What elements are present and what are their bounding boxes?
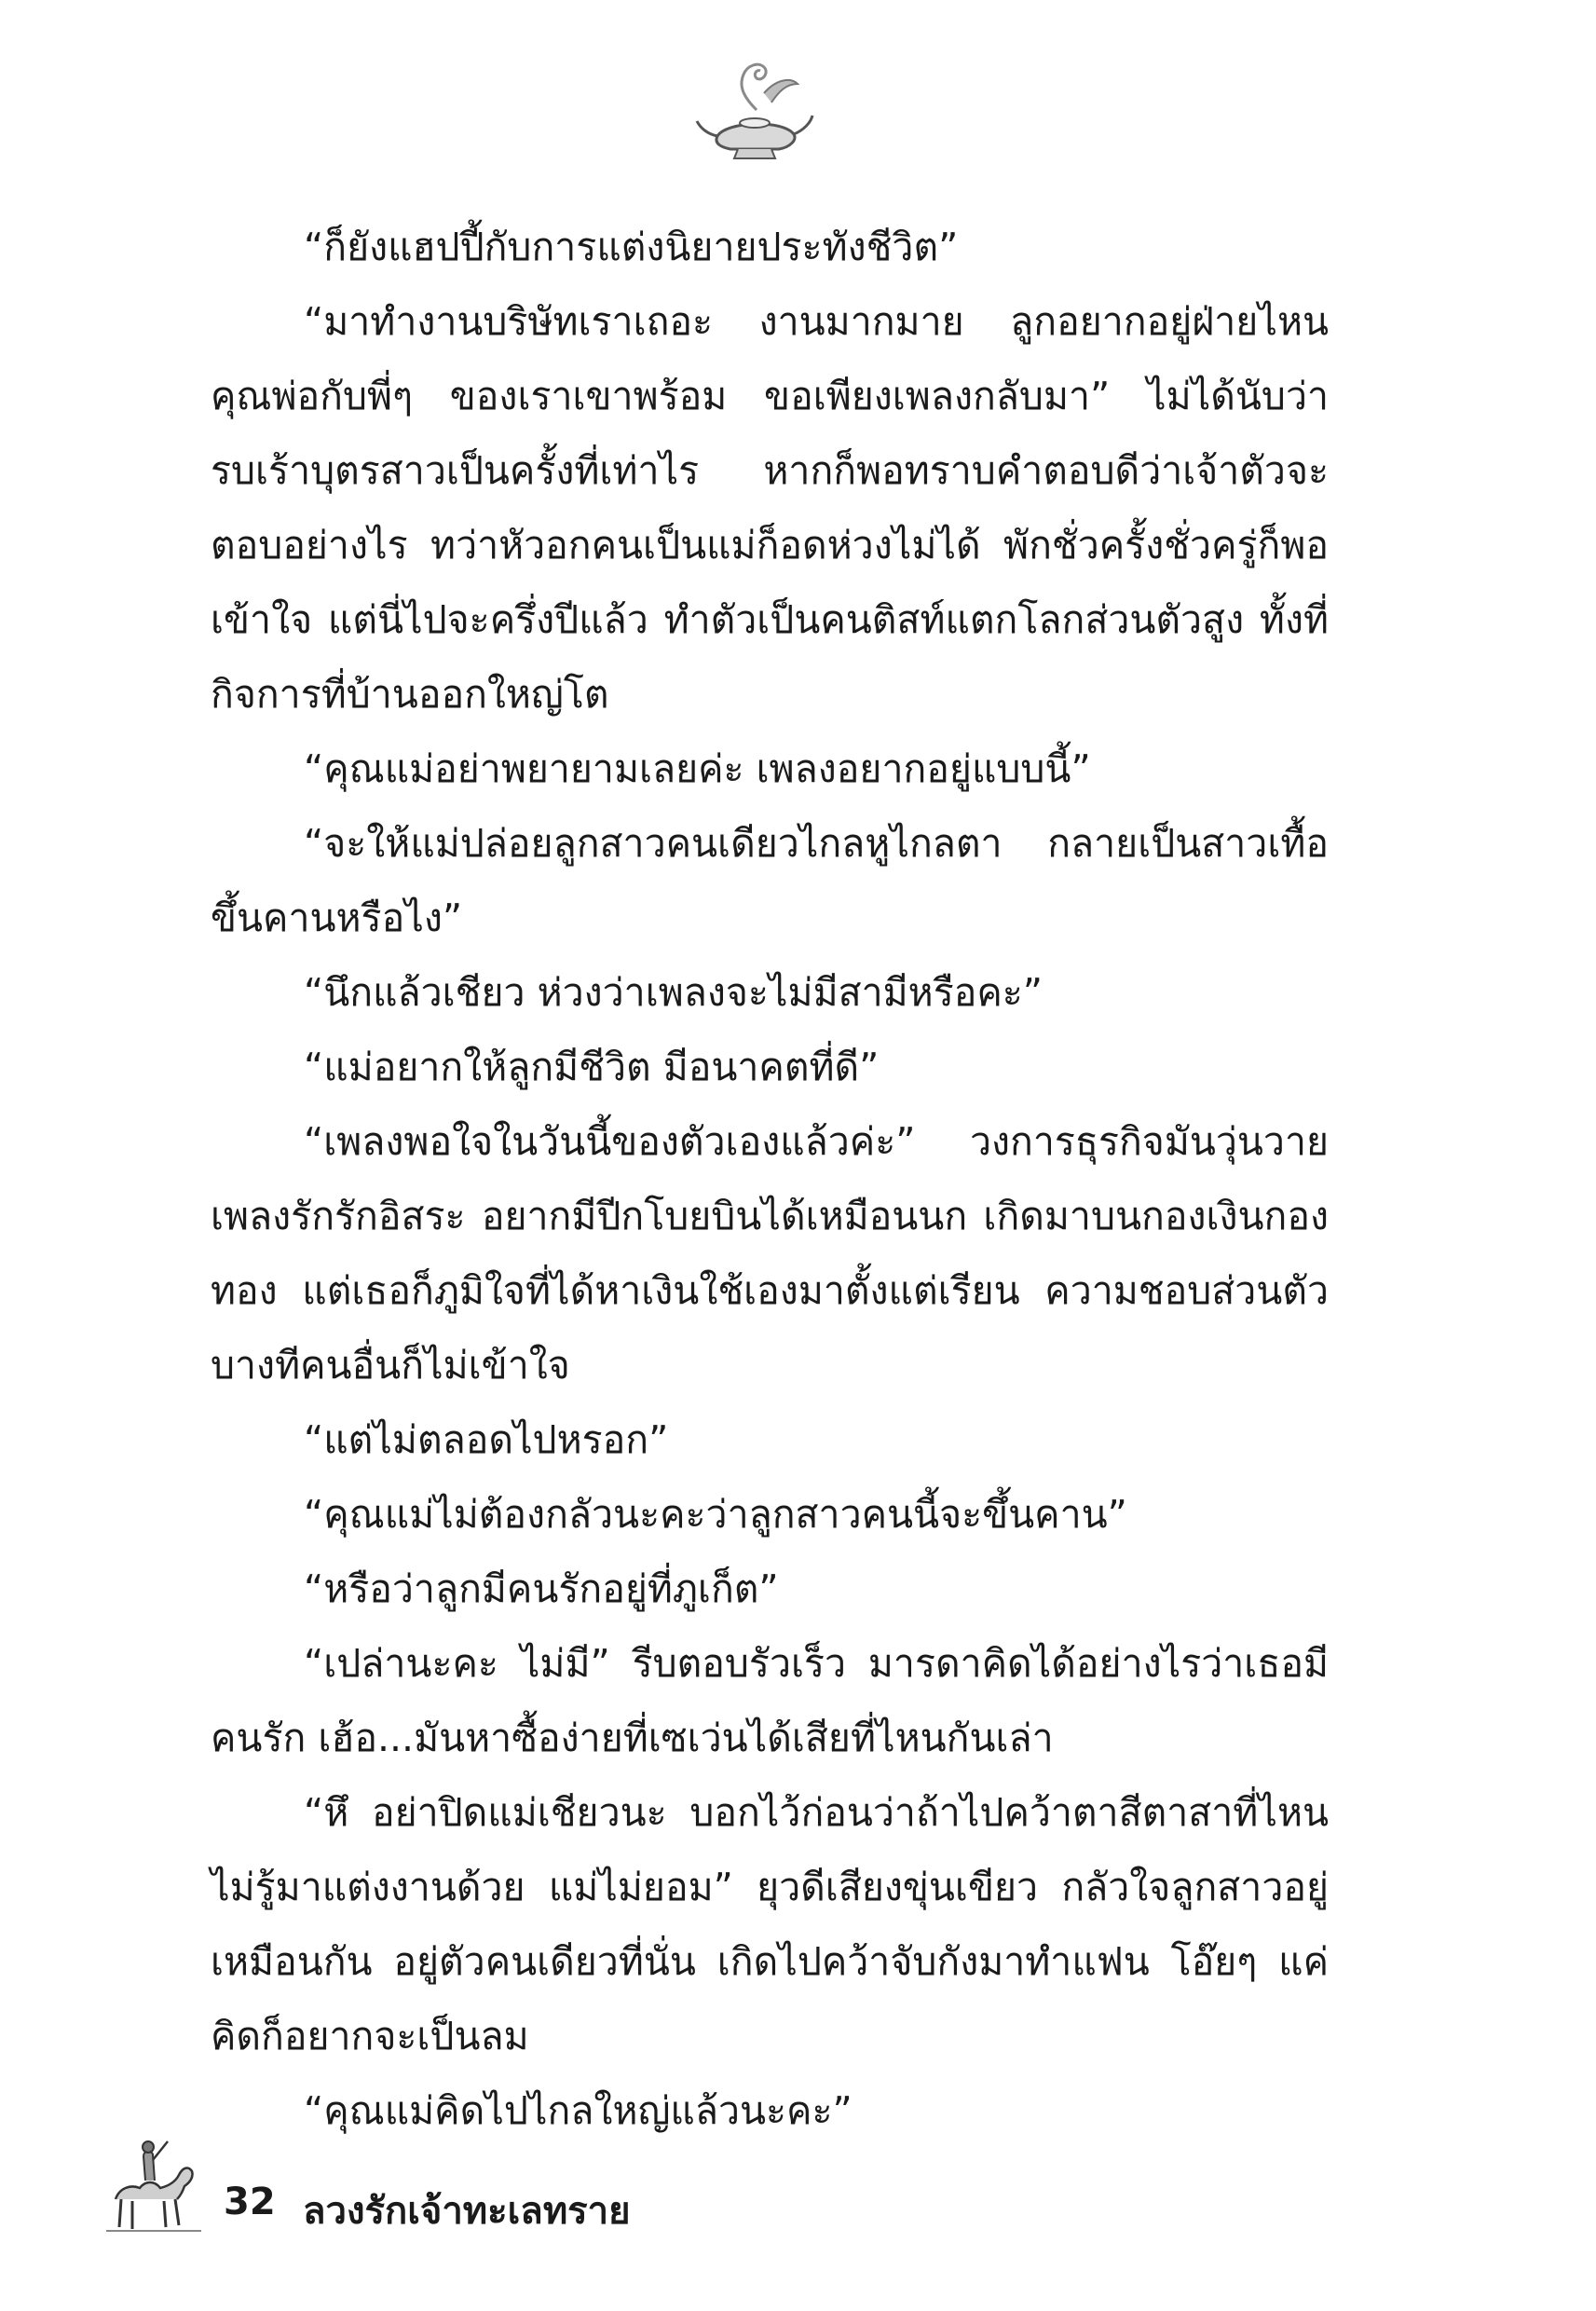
paragraph: “ก็ยังแฮปปี้กับการแต่งนิยายประทังชีวิต” xyxy=(304,225,959,269)
page-footer xyxy=(102,2134,680,2236)
paragraph: “แต่ไม่ตลอดไปหรอก” xyxy=(304,1417,669,1462)
chapter-text xyxy=(211,210,1329,2148)
paragraph: “แม่อยากให้ลูกมีชีวิต มีอนาคตที่ดี” xyxy=(304,1045,880,1089)
paragraph: “คุณแม่คิดไปไกลใหญ่แล้วนะคะ” xyxy=(304,2088,853,2133)
paragraph: “จะให้แม่ปล่อยลูกสาวคนเดียวไกลหูไกลตา กลายเป็นสาวเทื้อขึ้นคานหรือไง” xyxy=(211,821,1329,940)
paragraph: “เพลงพอใจในวันนี้ของตัวเองแล้วค่ะ” วงการธุรกิจมันวุ่นวาย เพลงรักรักอิสระ อยากมีปีกโบยบินได้เหมือนนก เกิดมาบนกองเงินกองทอง แต่เธอก็ภูมิใจที่ได้หาเงินใช้เองมาตั้งแต่เรียน ความชอบส่วนตัวบางทีคนอื่นก็ไม่เข้าใจ xyxy=(211,1119,1329,1388)
genie-lamp-icon xyxy=(689,56,820,168)
paragraph: “นึกแล้วเชียว ห่วงว่าเพลงจะไม่มีสามีหรือคะ” xyxy=(304,970,1044,1015)
paragraph: “คุณแม่ไม่ต้องกลัวนะคะว่าลูกสาวคนนี้จะขึ้นคาน” xyxy=(304,1492,1127,1537)
page-number: 32 xyxy=(224,2181,276,2223)
paragraph: “หรือว่าลูกมีคนรักอยู่ที่ภูเก็ต” xyxy=(304,1566,779,1611)
paragraph: “คุณแม่อย่าพยายามเลยค่ะ เพลงอยากอยู่แบบนี้” xyxy=(304,746,1091,791)
paragraph: “มาทำงานบริษัทเราเถอะ งานมากมาย ลูกอยากอยู่ฝ่ายไหน คุณพ่อกับพี่ๆ ของเราเขาพร้อม ขอเพียงเพลงกลับมา” ไม่ได้นับว่ารบเร้าบุตรสาวเป็นครั้งที่เท่าไร หากก็พอทราบคำตอบดีว่าเจ้าตัวจะตอบอย่างไร ทว่าหัวอกคนเป็นแม่ก็อดห่วงไม่ได้ พักชั่วครั้งชั่วครู่ก็พอเข้าใจ แต่นี่ไปจะครึ่งปีแล้ว ทำตัวเป็นคนติสท์แตกโลกส่วนตัวสูง ทั้งที่กิจการที่บ้านออกใหญ่โต xyxy=(211,299,1329,717)
book-title: ลวงรักเจ้าทะเลทราย xyxy=(303,2190,631,2233)
camel-rider-icon xyxy=(102,2134,205,2236)
paragraph: “เปล่านะคะ ไม่มี” รีบตอบรัวเร็ว มารดาคิดได้อย่างไรว่าเธอมีคนรัก เฮ้อ...มันหาซื้อง่ายที่เซเว่นได้เสียที่ไหนกันเล่า xyxy=(211,1641,1329,1760)
paragraph: “หึ อย่าปิดแม่เชียวนะ บอกไว้ก่อนว่าถ้าไปคว้าตาสีตาสาที่ไหนไม่รู้มาแต่งงานด้วย แม่ไม่ยอม” ยุวดีเสียงขุ่นเขียว กลัวใจลูกสาวอยู่เหมือนกัน อยู่ตัวคนเดียวที่นั่น เกิดไปคว้าจับกังมาทำแฟน โอ๊ยๆ แค่คิดก็อยากจะเป็นลม xyxy=(211,1790,1329,2058)
